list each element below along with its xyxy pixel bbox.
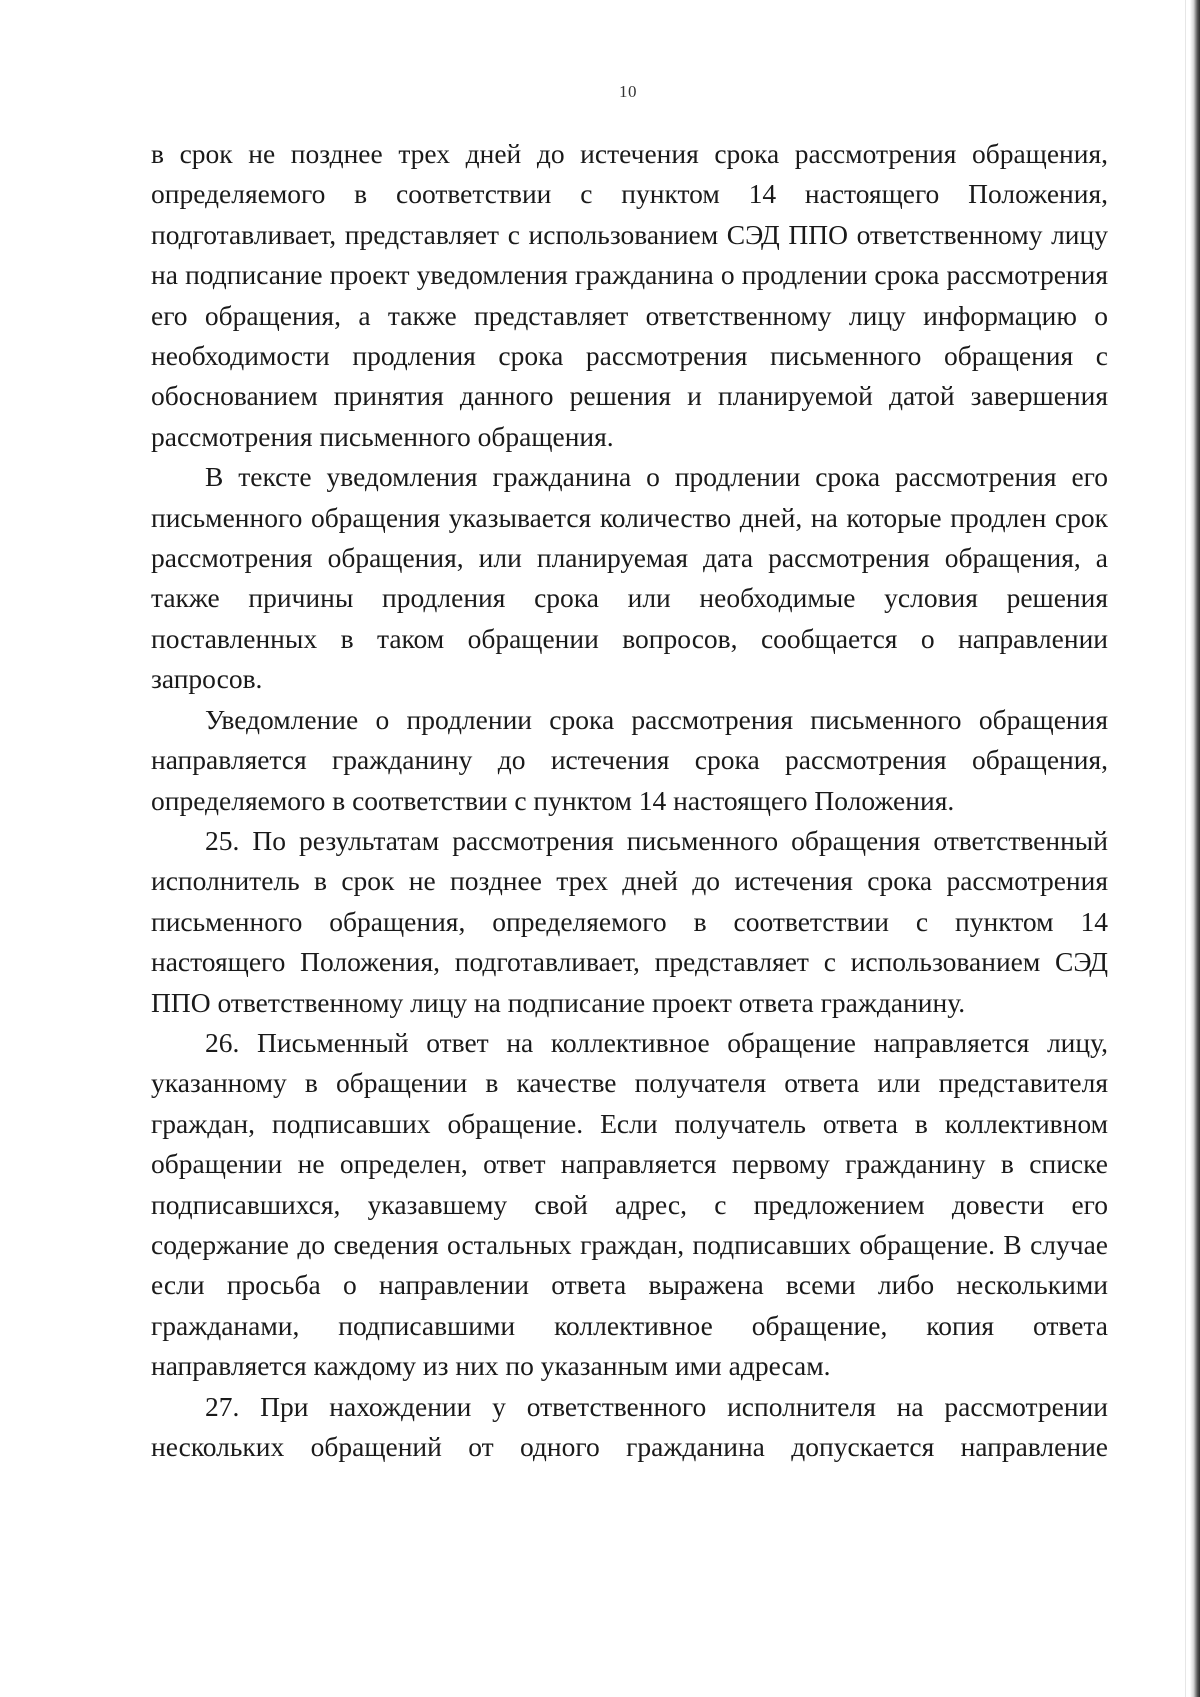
paragraph-notification-sending: Уведомление о продлении срока рассмотрения письменного обращения направляется гражданину до истечения срока рассмотрения обращения, определяемого в соответствии с пунктом 14 настоящего Положения. xyxy=(151,703,1108,816)
document-body xyxy=(151,134,1108,1467)
paragraph-notification-text: В тексте уведомления гражданина о продлении срока рассмотрения его письменного обращения указывается количество дней, на которые продлен срок рассмотрения обращения, или планируемая дата рассмотрения обращения, а также причины продления срока или необходимые условия решения поставленных в таком обращении вопросов, сообщается о направлении запросов. xyxy=(151,461,1108,695)
page-number: 10 xyxy=(619,82,637,101)
paragraph-item-25: 25. По результатам рассмотрения письменного обращения ответственный исполнитель в срок не позднее трех дней до истечения срока рассмотрения письменного обращения, определяемого в соответствии с пунктом 14 настоящего Положения, подготавливает, представляет с использованием СЭД ППО ответственному лицу на подписание проект ответа гражданину. xyxy=(151,824,1108,1018)
scan-edge-shadow xyxy=(1190,0,1200,1697)
page-edge-line xyxy=(1185,0,1186,1697)
paragraph-continuation: в срок не позднее трех дней до истечения срока рассмотрения обращения, определяемого в соответствии с пунктом 14 настоящего Положения, подготавливает, представляет с использованием СЭД ППО ответственному лицу на подписание проект уведомления гражданина о продлении срока рассмотрения его обращения, а также представляет ответственному лицу информацию о необходимости продления срока рассмотрения письменного обращения с обоснованием принятия данного решения и планируемой датой завершения рассмотрения письменного обращения. xyxy=(151,138,1108,452)
paragraph-item-27: 27. При нахождении у ответственного исполнителя на рассмотрении нескольких обращений от одного гражданина допускается направление xyxy=(151,1390,1108,1462)
paragraph-item-26: 26. Письменный ответ на коллективное обращение направляется лицу, указанному в обращении в качестве получателя ответа или представителя граждан, подписавших обращение. Если получатель ответа в коллективном обращении не определен, ответ направляется первому гражданину в списке подписавшихся, указавшему свой адрес, с предложением довести его содержание до сведения остальных граждан, подписавших обращение. В случае если просьба о направлении ответа выражена всеми либо несколькими гражданами, подписавшими коллективное обращение, копия ответа направляется каждому из них по указанным ими адресам. xyxy=(151,1026,1108,1382)
